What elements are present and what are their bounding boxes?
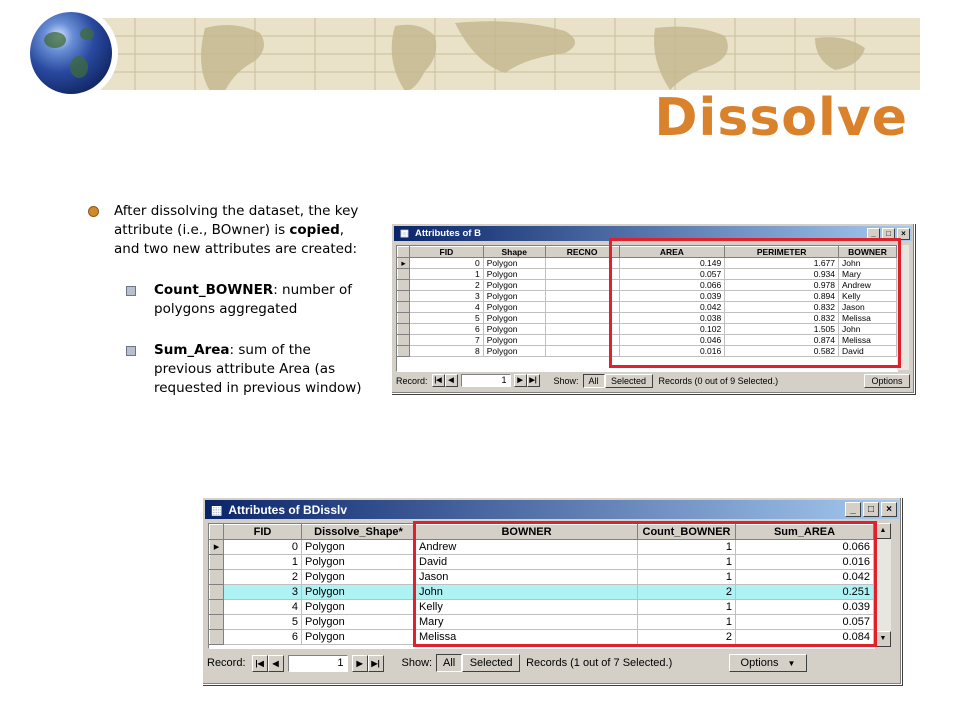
window-title: Attributes of BDisslv	[228, 502, 348, 517]
table-row[interactable]	[210, 600, 874, 615]
table-cell: Polygon	[483, 280, 545, 291]
table-cell: 4	[409, 302, 483, 313]
table-cell	[545, 291, 619, 302]
window-titlebar[interactable]	[205, 500, 899, 519]
table-cell: 0.016	[736, 555, 874, 570]
row-selector[interactable]	[210, 585, 224, 600]
table-cell: 2	[224, 570, 302, 585]
dropdown-arrow-icon: ▼	[787, 659, 796, 668]
column-header[interactable]: BOWNER	[839, 247, 897, 258]
next-record-button[interactable]	[514, 374, 527, 387]
table-cell: 5	[224, 615, 302, 630]
vertical-scrollbar[interactable]	[875, 523, 891, 647]
column-header[interactable]: FID	[409, 247, 483, 258]
table-cell: Polygon	[483, 335, 545, 346]
row-selector[interactable]: ▸	[398, 258, 410, 269]
next-record-icon: ▶	[517, 377, 523, 384]
table-row[interactable]	[398, 335, 897, 346]
vertical-scrollbar[interactable]	[897, 245, 909, 370]
table-cell: 0	[224, 540, 302, 555]
row-selector[interactable]	[210, 600, 224, 615]
row-selector[interactable]	[398, 291, 410, 302]
table-cell: 0.042	[619, 302, 725, 313]
table-cell: 0.251	[736, 585, 874, 600]
sub-bullet-sum	[88, 341, 368, 398]
maximize-icon: □	[886, 228, 891, 238]
row-selector-header	[398, 247, 410, 258]
column-header[interactable]: BOWNER	[416, 525, 638, 540]
show-all-button[interactable]: All	[583, 374, 605, 388]
table-cell: David	[839, 346, 897, 357]
record-label: Record:	[396, 375, 428, 386]
row-selector[interactable]	[210, 555, 224, 570]
scroll-up-icon: ▲	[879, 527, 887, 534]
row-selector[interactable]	[210, 570, 224, 585]
globe-icon	[30, 12, 112, 94]
table-cell: 1.505	[725, 324, 839, 335]
row-selector[interactable]	[210, 615, 224, 630]
table-cell	[545, 346, 619, 357]
record-number-input[interactable]: 1	[288, 655, 348, 672]
show-all-button[interactable]: All	[436, 654, 462, 672]
table-cell: 0.978	[725, 280, 839, 291]
sub-bullet-square-icon	[126, 346, 136, 356]
records-count-text: Records (0 out of 9 Selected.)	[658, 375, 779, 386]
sub-bullet-sum-text: : sum of the previous attribute Area (as requested in previous window)	[154, 342, 362, 396]
row-selector[interactable]	[398, 280, 410, 291]
minimize-button[interactable]	[867, 228, 880, 240]
last-record-button[interactable]	[527, 374, 540, 387]
table-cell: 1.677	[725, 258, 839, 269]
maximize-icon: □	[867, 504, 875, 515]
table-cell	[545, 335, 619, 346]
previous-record-icon: ◀	[272, 658, 279, 668]
table-cell: 1	[638, 615, 736, 630]
table-row[interactable]	[210, 630, 874, 645]
attributes-of-b-window	[391, 223, 915, 394]
row-selector[interactable]	[398, 335, 410, 346]
show-label: Show:	[401, 657, 433, 669]
window-titlebar[interactable]	[394, 226, 912, 241]
table-cell: John	[839, 324, 897, 335]
sub-bullet-sum-term: Sum_Area	[154, 342, 230, 358]
table-cell	[545, 280, 619, 291]
table-cell: 0.066	[619, 280, 725, 291]
table-cell: David	[416, 555, 638, 570]
table-cell: 0.874	[725, 335, 839, 346]
table-cell: Polygon	[483, 346, 545, 357]
close-icon: ×	[901, 228, 906, 238]
map-grid-decoration	[95, 18, 920, 90]
table-cell: 0.934	[725, 269, 839, 280]
window-title: Attributes of B	[414, 228, 481, 239]
minimize-button[interactable]	[845, 502, 861, 517]
close-button[interactable]	[897, 228, 910, 240]
table-cell: 0.038	[619, 313, 725, 324]
record-number-input[interactable]: 1	[461, 374, 511, 387]
table-status-bar	[207, 652, 897, 674]
table-cell: 0.102	[619, 324, 725, 335]
sub-bullet-count	[88, 281, 368, 319]
column-header[interactable]: RECNO	[545, 247, 619, 258]
table-cell	[545, 324, 619, 335]
table-cell: 3	[409, 291, 483, 302]
table-cell: Andrew	[416, 540, 638, 555]
table-row[interactable]	[398, 291, 897, 302]
table-row[interactable]	[398, 258, 897, 269]
table-cell: 8	[409, 346, 483, 357]
first-record-icon: |◀	[255, 658, 264, 668]
table-cell: 1	[638, 570, 736, 585]
table-cell: 2	[638, 585, 736, 600]
table-row[interactable]	[398, 313, 897, 324]
table-cell: Kelly	[416, 600, 638, 615]
previous-record-button[interactable]	[445, 374, 458, 387]
table-cell: 0.046	[619, 335, 725, 346]
table-cell: 0.016	[619, 346, 725, 357]
table-cell: 2	[638, 630, 736, 645]
column-header[interactable]: Shape	[483, 247, 545, 258]
table-cell: Polygon	[302, 570, 416, 585]
bullet-main	[88, 202, 368, 259]
table-row[interactable]	[210, 615, 874, 630]
table-row[interactable]	[398, 269, 897, 280]
row-selector[interactable]	[398, 313, 410, 324]
table-cell: 0.066	[736, 540, 874, 555]
table-cell: 0.149	[619, 258, 725, 269]
table-cell: 6	[224, 630, 302, 645]
close-icon: ×	[886, 504, 892, 515]
table-cell: Mary	[416, 615, 638, 630]
table-cell: John	[839, 258, 897, 269]
scroll-up-button[interactable]	[875, 523, 891, 539]
previous-record-icon: ◀	[448, 377, 454, 384]
table-row[interactable]	[398, 346, 897, 357]
bullet-main-bold: copied	[289, 222, 340, 238]
first-record-icon: |◀	[434, 377, 442, 384]
table-cell: 0.084	[736, 630, 874, 645]
table-icon: ▦	[211, 502, 223, 517]
first-record-button[interactable]	[252, 655, 268, 672]
attributes-of-bdisslv-window	[202, 497, 902, 685]
table-cell: 4	[224, 600, 302, 615]
table-cell	[545, 313, 619, 324]
next-record-icon: ▶	[356, 658, 363, 668]
column-header[interactable]: FID	[224, 525, 302, 540]
table-cell: John	[416, 585, 638, 600]
table-icon: ▦	[400, 228, 409, 239]
row-selector[interactable]	[398, 346, 410, 357]
table-cell	[545, 269, 619, 280]
show-label: Show:	[553, 375, 579, 386]
table-cell: 2	[409, 280, 483, 291]
column-header[interactable]: Dissolve_Shape*	[302, 525, 416, 540]
table-cell: Polygon	[302, 600, 416, 615]
table-cell: 0.832	[725, 313, 839, 324]
row-selector[interactable]	[398, 302, 410, 313]
table-cell: 0.582	[725, 346, 839, 357]
next-record-button[interactable]	[352, 655, 368, 672]
table-cell: 1	[224, 555, 302, 570]
bullet-list	[88, 202, 368, 398]
table-cell: Polygon	[483, 313, 545, 324]
table-cell: Polygon	[483, 269, 545, 280]
row-selector[interactable]	[398, 324, 410, 335]
row-selector[interactable]	[210, 630, 224, 645]
slide-title: Dissolve	[654, 88, 908, 148]
table-cell: Polygon	[483, 291, 545, 302]
table-cell: 0.057	[619, 269, 725, 280]
last-record-icon: ▶|	[529, 377, 537, 384]
options-button[interactable]: Options	[864, 374, 910, 388]
table-cell: Jason	[416, 570, 638, 585]
table-cell	[545, 302, 619, 313]
table-row[interactable]	[398, 324, 897, 335]
table-row[interactable]	[210, 540, 874, 555]
maximize-button[interactable]	[863, 502, 879, 517]
column-header[interactable]: Sum_AREA	[736, 525, 874, 540]
table-cell: 0.042	[736, 570, 874, 585]
scroll-down-icon: ▼	[879, 635, 887, 642]
options-label: Options	[740, 657, 779, 669]
table-cell: 0	[409, 258, 483, 269]
table-cell: Jason	[839, 302, 897, 313]
bullet-main-post: , and two new attributes are created:	[114, 222, 358, 257]
table-row[interactable]	[210, 585, 874, 600]
table-cell: 1	[638, 540, 736, 555]
show-selected-button[interactable]: Selected	[462, 654, 520, 672]
minimize-icon: _	[850, 504, 856, 515]
world-map-banner	[95, 18, 920, 90]
table-row[interactable]	[210, 555, 874, 570]
previous-record-button[interactable]	[268, 655, 284, 672]
table-cell: 0.057	[736, 615, 874, 630]
first-record-button[interactable]	[432, 374, 445, 387]
table-cell: 5	[409, 313, 483, 324]
table-cell: 3	[224, 585, 302, 600]
table-cell: Polygon	[483, 302, 545, 313]
table-cell: Kelly	[839, 291, 897, 302]
table-row[interactable]	[398, 280, 897, 291]
table-cell: Polygon	[483, 258, 545, 269]
table-cell: 6	[409, 324, 483, 335]
scroll-down-button[interactable]	[875, 631, 891, 647]
last-record-button[interactable]	[368, 655, 384, 672]
table-cell: Polygon	[302, 555, 416, 570]
table-row[interactable]	[398, 302, 897, 313]
table-cell: Polygon	[302, 540, 416, 555]
table-cell: Polygon	[483, 324, 545, 335]
table-cell: 0.039	[736, 600, 874, 615]
table-cell: 0.894	[725, 291, 839, 302]
sub-bullet-count-term: Count_BOWNER	[154, 282, 274, 298]
table-cell: Andrew	[839, 280, 897, 291]
column-header[interactable]: Count_BOWNER	[638, 525, 736, 540]
options-dropdown-button[interactable]	[729, 654, 807, 672]
bullet-dot-icon	[88, 206, 99, 217]
row-selector[interactable]: ▸	[210, 540, 224, 555]
minimize-icon: _	[871, 228, 876, 238]
table-cell: Polygon	[302, 615, 416, 630]
column-header[interactable]: PERIMETER	[725, 247, 839, 258]
bullet-main-pre: After dissolving the dataset, the key attribute (i.e., BOwner) is	[114, 203, 359, 238]
table-cell: 0.039	[619, 291, 725, 302]
table-cell: Melissa	[839, 335, 897, 346]
table-cell	[545, 258, 619, 269]
table-cell: Polygon	[302, 585, 416, 600]
sub-bullet-count-text: : number of polygons aggregated	[154, 282, 353, 317]
table-row[interactable]	[210, 570, 874, 585]
show-selected-button[interactable]: Selected	[605, 374, 653, 388]
column-header[interactable]: AREA	[619, 247, 725, 258]
maximize-button[interactable]	[882, 228, 895, 240]
row-selector[interactable]	[398, 269, 410, 280]
table-cell: Mary	[839, 269, 897, 280]
table-cell: 1	[638, 555, 736, 570]
attribute-table	[208, 523, 875, 649]
row-selector-header	[210, 525, 224, 540]
table-cell: 7	[409, 335, 483, 346]
table-cell: Polygon	[302, 630, 416, 645]
table-cell: 0.832	[725, 302, 839, 313]
table-status-bar	[396, 372, 910, 389]
sub-bullet-square-icon	[126, 286, 136, 296]
table-cell: Melissa	[416, 630, 638, 645]
last-record-icon: ▶|	[371, 658, 380, 668]
table-cell: 1	[409, 269, 483, 280]
records-count-text: Records (1 out of 7 Selected.)	[526, 657, 673, 669]
attribute-table	[396, 245, 898, 372]
close-button[interactable]	[881, 502, 897, 517]
table-cell: 1	[638, 600, 736, 615]
table-cell: Melissa	[839, 313, 897, 324]
record-label: Record:	[207, 657, 246, 669]
